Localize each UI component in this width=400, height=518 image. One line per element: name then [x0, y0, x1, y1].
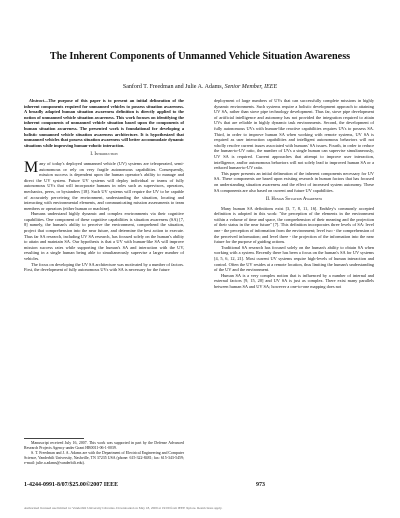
- intro-paragraph-2: Humans understand highly dynamic and complex environments via their cognitive capabilities. One component of these cognitive capabilities is situation awareness (SA) [7, 8] namely, the human's ability to perceive the environment, comprehend the situation, project that comprehension into the near future, and determine the best action to execute. Thus far SA research, including UV SA research, has focused solely on the human's ability to attain and maintain SA. Our hypothesis is that a UV with human-like SA will improve mission success rates while supporting the human's SA and interaction with the UV, resulting in a single human being able to simultaneously supervise a larger number of vehicles.: [24, 211, 184, 262]
- right-paragraph-1: deployment of large numbers of UVs that can successfully complete missions in highly dynamic environments. Such systems require a holistic development approach to attaining UV SA, rather than stove pipe technology development. Thus far, stove pipe development of artificial intelligence and autonomy has not provided the integration required to attain UVs that are reliable in highly dynamic task environments. Second, the development of fully autonomous UVs with human-like reactive capabilities requires UVs to possess SA. Third, in order to improve human SA when working with remote systems, UV SA is required as user interaction capabilities and intelligent autonomous behaviors will not wholly resolve current issues associated with humans' SA issues. Fourth, in order to reduce the human-to-UV ratio, the number of UVs a single human can supervise simultaneously, UV SA is required. Current approaches that attempt to improve user interaction, intelligence, and/or autonomous behaviors will not solely lead to improved human SA or a reduced human-to-UV ratio.: [214, 98, 374, 171]
- isbn-footer: 1-4244-0991-8/07/$25.00©2007 IEEE: [24, 482, 119, 488]
- page-number: 973: [256, 482, 265, 488]
- right-paragraph-3: Many human SA definitions exist [3, 7, 8, 11, 16]. Endsley's commonly accepted definition is adopted in this work: "the perception of the elements in the environment within a volume of time and space, the comprehension of their meaning and the projection of their status in the near future" [7]. This definition incorporates three levels of SA: level one - the perception of information from the environment; level two - the comprehension of the perceived information; and level three - the projection of the information into the near future for the purpose of guiding actions.: [214, 205, 374, 245]
- left-column: [24, 98, 184, 273]
- right-paragraph-5: Human SA is a very complex notion that is influenced by a number of internal and external factors [9, 15, 20] and UV SA is just as complex. There exist many parallels between human SA and UV SA; however a one-to-one mapping does not: [214, 272, 374, 289]
- abstract-label: Abstract: [29, 98, 44, 103]
- abstract: [24, 98, 184, 148]
- license-notice: Authorized licensed use limited to: Vanderbilt University Libraries. Downloaded on May 18, 2009 at 19:09 from IEEE Xplore. Restrictions apply.: [24, 506, 223, 510]
- author-line: [40, 83, 360, 91]
- paper-title: The Inherent Components of Unmanned Vehicle Situation Awareness: [49, 51, 351, 62]
- drop-cap: M: [24, 158, 39, 176]
- section-heading-human-sa: II. Human Situation Awareness: [265, 197, 323, 203]
- right-paragraph-4: Traditional SA research has focused solely on the human's ability to obtain SA when working with a system. Recently there has been a focus on the human's SA for UV systems [4, 5, 6, 12, 21]. Most current UV systems require high-levels of human interaction and control. Often the UV resides at a remote location, thus limiting the human's understanding of the UV and the environment.: [214, 244, 374, 273]
- author-role: Senior Member, IEEE: [224, 84, 278, 90]
- footnote-manuscript: Manuscript received July 16, 2007. This work was supported in part by the Defense Advanced Research Projects Agency under Grant HR0011-06-1-0039.: [24, 441, 184, 450]
- right-paragraph-2: This paper presents an initial delineation of the inherent components necessary for UV SA. These components are based upon existing research in human factors that has focused on understanding situation awareness and the effect of increased system autonomy. These SA components are also based on current and future UV capabilities.: [214, 170, 374, 193]
- footnote: [24, 438, 184, 466]
- section-heading-introduction: I. Introduction: [90, 152, 118, 158]
- abstract-text: —The purpose of this paper is to present an initial delineation of the inherent components required for unmanned vehicles to possess situation awareness. A broadly adapted human situation awareness definition is directly applied to the notion of unmanned vehicle situation awareness. This work focuses on identifying the inherent components of unmanned vehicle situation based upon the components of human situation awareness. The presented work is foundational for developing a holistic unmanned vehicle situation awareness architecture. It is hypothesized that unmanned vehicles that possess situation awareness will better accommodate dynamic situations while improving human-robotic interaction.: [24, 98, 184, 148]
- intro-paragraph-3: The focus on developing the UV SA architecture was motivated by a number of factors. First, the development of fully autonomous UVs with SA is necessary for the future: [24, 261, 184, 273]
- right-column: [214, 98, 374, 290]
- intro-paragraph-1-text: any of today's deployed unmanned vehicle (UV) systems are teleoperated, semi-autonomous or rely on very fragile autonomous capabilities. Consequently, mission success is dependent upon the human operator's ability to manage and direct the UV system. Future UV systems will deploy individual or teams of fully autonomous UVs that will incorporate humans in roles such as supervisors, operators, mechanics, peers, or bystanders [18]. Such UV systems will require the UV to be capable of accurately perceiving the environment, understanding the situation, locating and interacting with environmental elements, and communicating mission assessments to team members or operators (either human or machine).: [24, 160, 184, 211]
- intro-paragraph-1: [24, 158, 184, 211]
- footnote-affiliation: S. T. Freedman and J. A. Adams are with the Department of Electrical Engineering and Computer Science, Vanderbilt University, Nashville, TN 37235 USA (phone: 615-322-8481; fax: 615-343-5459; e-mail: julie.a.adams@vanderbilt.edu).: [24, 451, 184, 465]
- footnote-rule: [24, 438, 84, 439]
- author-names: Sanford T. Freedman and Julie A. Adams,: [122, 84, 224, 90]
